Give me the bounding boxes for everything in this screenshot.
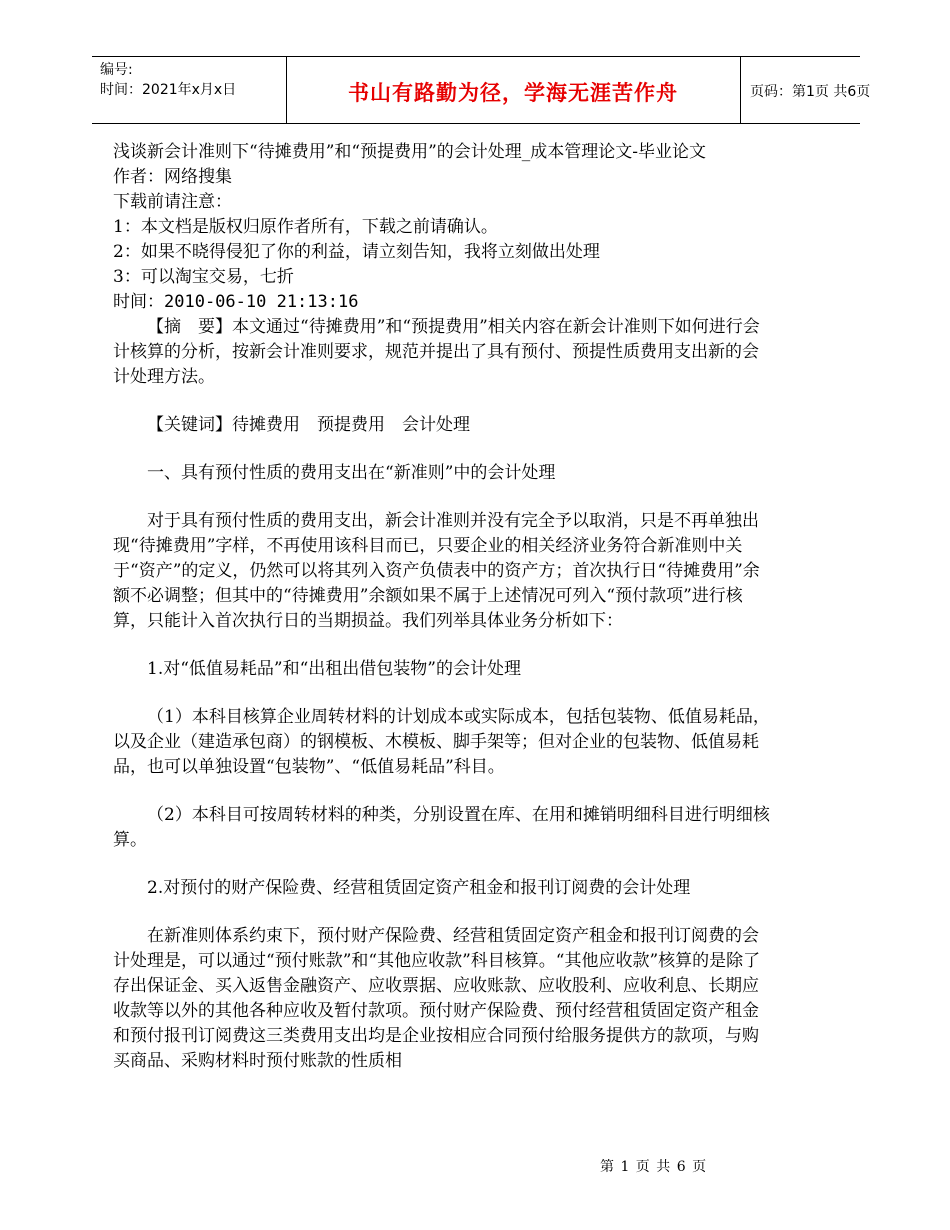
header-left-cell	[92, 57, 287, 123]
document-body	[113, 140, 773, 1074]
subsection-1-item-2: （2）本科目可按周转材料的种类，分别设置在库、在用和摊销明细科目进行明细核算。	[113, 805, 770, 850]
page-header	[92, 56, 871, 124]
notice-item: 1：本文档是版权归原作者所有，下载之前请确认。	[113, 217, 498, 237]
article-title: 浅谈新会计准则下“待摊费用”和“预提费用”的会计处理_成本管理论文-毕业论文	[113, 142, 707, 162]
notice-item: 3：可以淘宝交易，七折	[113, 267, 294, 287]
article-author: 作者：网络搜集	[113, 167, 232, 187]
article-keywords: 【关键词】待摊费用 预提费用 会计处理	[147, 415, 470, 435]
article-time: 时间：2010-06-10 21:13:16	[113, 292, 359, 312]
subsection-heading-1: 1.对“低值易耗品”和“出租出借包装物”的会计处理	[147, 659, 521, 679]
doc-number-label: 编号:	[100, 62, 133, 78]
header-page-info: 页码：第1页 共6页	[750, 84, 871, 100]
subsection-2-paragraph: 在新准则体系约束下，预付财产保险费、经营租赁固定资产租金和报刊订阅费的会计处理是，可以通过“预付账款”和“其他应收款”科目核算。“其他应收款”核算的是除了存出保证金、买入返售金融资产、应收票据、应收账款、应收股利、应收利息、长期应收款等以外的其他各种应收及暂付款项。预付财产保险费、预付经营租赁固定资产租金和预付报刊订阅费这三类费用支出均是企业按相应合同预付给服务提供方的款项，与购买商品、采购材料时预付账款的性质相	[113, 926, 761, 1071]
header-middle-cell	[286, 57, 741, 123]
page-footer: 第 1 页 共 6 页	[600, 1159, 708, 1175]
article-abstract: 【摘 要】本文通过“待摊费用”和“预提费用”相关内容在新会计准则下如何进行会计核算的分析，按新会计准则要求，规范并提出了具有预付、预提性质费用支出新的会计处理方法。	[113, 317, 760, 387]
subsection-1-item-1: （1）本科目核算企业周转材料的计划成本或实际成本，包括包装物、低值易耗品，以及企业（建造承包商）的钢模板、木模板、脚手架等；但对企业的包装物、低值易耗品，也可以单独设置“包装物”、“低值易耗品”科目。	[113, 707, 770, 777]
subsection-heading-2: 2.对预付的财产保险费、经营租赁固定资产租金和报刊订阅费的会计处理	[147, 878, 691, 898]
section-heading-1: 一、具有预付性质的费用支出在“新准则”中的会计处理	[147, 463, 556, 483]
header-right-cell	[740, 57, 871, 123]
header-motto: 书山有路勤为径，学海无涯苦作舟	[348, 81, 678, 105]
notice-heading: 下载前请注意：	[113, 192, 232, 212]
notice-item: 2：如果不晓得侵犯了你的利益，请立刻告知，我将立刻做出处理	[113, 242, 600, 262]
section-1-paragraph: 对于具有预付性质的费用支出，新会计准则并没有完全予以取消，只是不再单独出现“待摊费用”字样，不再使用该科目而已，只要企业的相关经济业务符合新准则中关于“资产”的定义，仍然可以将其列入资产负债表中的资产方；首次执行日“待摊费用”余额不必调整；但其中的“待摊费用”余额如果不属于上述情况可列入“预付款项”进行核算，只能计入首次执行日的当期损益。我们列举具体业务分析如下：	[113, 511, 760, 631]
doc-time-label: 时间：2021年x月x日	[100, 82, 237, 98]
